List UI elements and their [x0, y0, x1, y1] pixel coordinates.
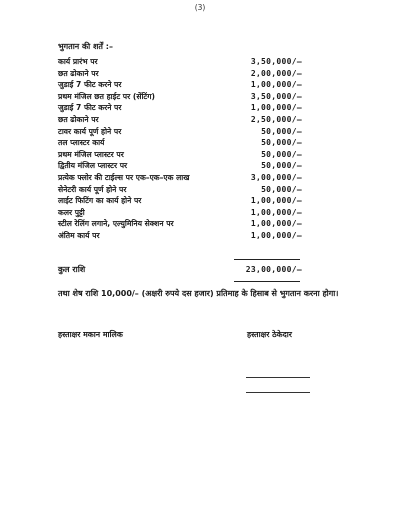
payment-label: लाईट फिटिंग का कार्य होने पर — [58, 196, 142, 206]
payment-label: अंतिम कार्य पर — [58, 230, 100, 240]
payment-amount: 2,00,000/– — [250, 68, 302, 78]
payment-row — [58, 91, 302, 103]
signature-line — [246, 392, 310, 393]
page-number: (3) — [194, 3, 206, 12]
payment-label: छत ढोकाने पर — [58, 114, 99, 124]
payment-label: छत ढोकाने पर — [58, 68, 99, 78]
payment-amount: 50,000/– — [261, 184, 302, 194]
payment-row — [58, 195, 302, 207]
payment-label: जुडाई 7 फीट करने पर — [58, 80, 122, 90]
signature-line — [246, 377, 310, 378]
payment-terms-heading: भुगतान की शर्तें :– — [58, 42, 113, 51]
payment-amount: 2,50,000/– — [250, 114, 302, 124]
payment-label: कलर पुट्टी — [58, 207, 85, 217]
payment-row — [58, 207, 302, 219]
payment-amount: 50,000/– — [261, 161, 302, 171]
payment-amount: 1,00,000/– — [250, 219, 302, 229]
total-divider-bottom — [234, 281, 300, 282]
payment-row — [58, 137, 302, 149]
payment-label: स्टील रेलिंग लगाने, एल्युमिनिय सेक्शन पर — [58, 219, 174, 229]
contractor-signature-label: हस्ताक्षर ठेकेदार — [247, 330, 292, 339]
payment-label: कार्य प्रारंभ पर — [58, 57, 98, 66]
payment-row — [58, 230, 302, 242]
payment-amount: 3,00,000/– — [250, 172, 302, 182]
payment-row — [58, 56, 302, 68]
payment-label: जुडाई 7 फीट करने पर — [58, 103, 122, 113]
payment-row — [58, 114, 302, 126]
total-divider-top — [234, 259, 300, 260]
payment-row — [58, 102, 302, 114]
total-label: कुल राशि — [58, 265, 86, 274]
payment-amount: 1,00,000/– — [250, 103, 302, 113]
payment-amount: 50,000/– — [261, 126, 302, 136]
payment-label: प्रथम मंजिल छत हाईट पर (सेंटिंग) — [58, 91, 155, 101]
payment-amount: 1,00,000/– — [250, 230, 302, 240]
balance-note: तथा शेष राशि 10,000/– (अक्षरी रुपये दस हजार) प्रतिमाह के हिसाब से भुगतान करना होगा। — [58, 289, 339, 298]
payment-schedule — [58, 56, 302, 242]
payment-row — [58, 68, 302, 80]
payment-label: तल प्लास्टर कार्य — [58, 138, 105, 148]
total-row — [58, 264, 302, 276]
payment-row — [58, 79, 302, 91]
payment-label: प्रत्येक फ्लोर की टाईल्स पर एक–एक–एक लाख — [58, 172, 190, 182]
total-amount: 23,00,000/– — [245, 265, 302, 274]
payment-label: द्वितीय मंजिल प्लास्टर पर — [58, 161, 128, 171]
payment-amount: 3,50,000/– — [250, 91, 302, 101]
payment-amount: 3,50,000/– — [250, 57, 302, 66]
owner-signature-label: हस्ताक्षर मकान मालिक — [58, 330, 123, 339]
payment-row — [58, 184, 302, 196]
payment-amount: 1,00,000/– — [250, 207, 302, 217]
payment-amount: 50,000/– — [261, 149, 302, 159]
payment-row — [58, 149, 302, 161]
payment-label: टावर कार्य पूर्ण होने पर — [58, 126, 122, 136]
payment-amount: 1,00,000/– — [250, 80, 302, 90]
payment-label: प्रथम मंजिल प्लास्टर पर — [58, 149, 124, 159]
payment-row — [58, 218, 302, 230]
payment-amount: 50,000/– — [261, 138, 302, 148]
payment-row — [58, 160, 302, 172]
payment-label: सेनेटरी कार्य पूर्ण होने पर — [58, 184, 127, 194]
payment-row — [58, 172, 302, 184]
payment-row — [58, 126, 302, 138]
payment-amount: 1,00,000/– — [250, 196, 302, 206]
